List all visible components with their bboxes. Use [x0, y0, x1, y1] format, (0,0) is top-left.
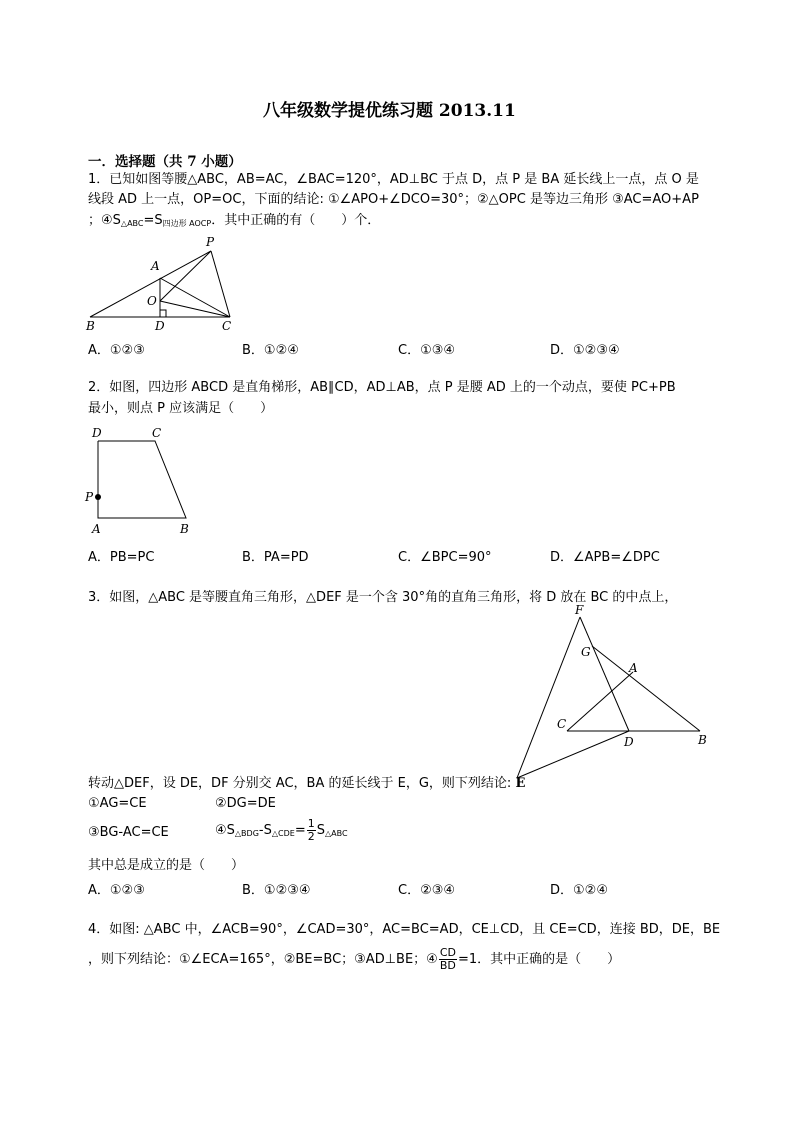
q2-option-b: B．PA=PD	[242, 550, 309, 565]
q1-label-c: C	[222, 319, 232, 333]
q3-label-f: F	[575, 603, 584, 617]
q2-option-d: D．∠APB=∠DPC	[550, 550, 660, 565]
q2-figure	[82, 424, 202, 539]
q3-label-d: D	[624, 735, 634, 749]
page-title: 八年级数学提优练习题 2013.11	[263, 101, 516, 121]
q1-figure	[80, 234, 250, 334]
q1-option-c: C．①③④	[398, 343, 456, 358]
q1-option-b: B．①②④	[242, 343, 299, 358]
q3-conclusion-2: ②DG=DE	[215, 796, 276, 811]
q2-label-p: P	[85, 490, 94, 504]
q1-line1: 1．已知如图等腰△ABC，AB=AC，∠BAC=120°，AD⊥BC 于点 D，点 P 是 BA 延长线上一点，点 O 是	[88, 172, 699, 187]
q3-conclusion-1: ①AG=CE	[88, 796, 147, 811]
q1-label-d: D	[155, 319, 165, 333]
q4-line1: 4．如图: △ABC 中，∠ACB=90°，∠CAD=30°，AC=BC=AD，CE⊥CD，且 CE=CD，连接 BD，DE，BE	[88, 922, 721, 937]
q3-label-g: G	[581, 645, 591, 659]
q2-option-c: C．∠BPC=90°	[398, 550, 492, 565]
q2-label-d: D	[92, 426, 102, 440]
section-header: 一．选择题（共 7 小题）	[88, 154, 242, 170]
q3-conclusion-3: ③BG-AC=CE	[88, 825, 169, 840]
q1-line3: ；$④S_{\triangle ABC}=S_{四边形 AOCP}$．其中正确的有（ ）个．	[88, 213, 381, 228]
q3-line3: 其中总是成立的是（ ）	[88, 858, 245, 873]
q3-option-d: D．①②④	[550, 883, 608, 898]
q3-label-c: C	[557, 717, 567, 731]
q2-option-a: A．PB=PC	[88, 550, 155, 565]
q2-label-b: B	[180, 522, 189, 536]
q3-label-b: B	[698, 733, 707, 747]
q4-line2: ，则下列结论：①∠ECA=165°，②BE=BC；③AD⊥BE；④ $\frac{CD}{BD}$ =1．其中正确的是（ ）	[88, 946, 621, 972]
q3-conclusion-4: $④S_{\triangle BDG}-S_{\triangle CDE}=$ $\frac{1}{2}$ $S_{\triangle ABC}$	[215, 817, 348, 843]
q1-label-a: A	[151, 259, 160, 273]
q3-figure	[505, 600, 725, 796]
q2-label-a: A	[92, 522, 101, 536]
q3-option-a: A．①②③	[88, 883, 145, 898]
q3-line1: 3．如图，△ABC 是等腰直角三角形，△DEF 是一个含 30°角的直角三角形，将 D 放在 BC 的中点上，	[88, 590, 678, 605]
q2-line1: 2．如图，四边形 ABCD 是直角梯形，AB∥CD，AD⊥AB，点 P 是腰 AD 上的一个动点，要使 PC+PB	[88, 380, 676, 395]
q1-option-d: D．①②③④	[550, 343, 620, 358]
q3-label-a: A	[629, 661, 638, 675]
q1-label-p: P	[206, 235, 215, 249]
q3-option-c: C．②③④	[398, 883, 456, 898]
q1-label-b: B	[86, 319, 95, 333]
q1-label-o: O	[147, 294, 157, 308]
q2-label-c: C	[152, 426, 162, 440]
q3-line2: 转动△DEF，设 DE，DF 分别交 AC，BA 的延长线于 E，G，则下列结论: E	[88, 776, 526, 791]
q1-line2: 线段 AD 上一点，OP=OC，下面的结论: ①∠APO+∠DCO=30°；②△OPC 是等边三角形 ③AC=AO+AP	[88, 192, 699, 207]
q1-option-a: A．①②③	[88, 343, 145, 358]
q3-label-e: E	[515, 776, 526, 791]
q3-option-b: B．①②③④	[242, 883, 311, 898]
q2-line2: 最小，则点 P 应该满足（ ）	[88, 401, 274, 416]
